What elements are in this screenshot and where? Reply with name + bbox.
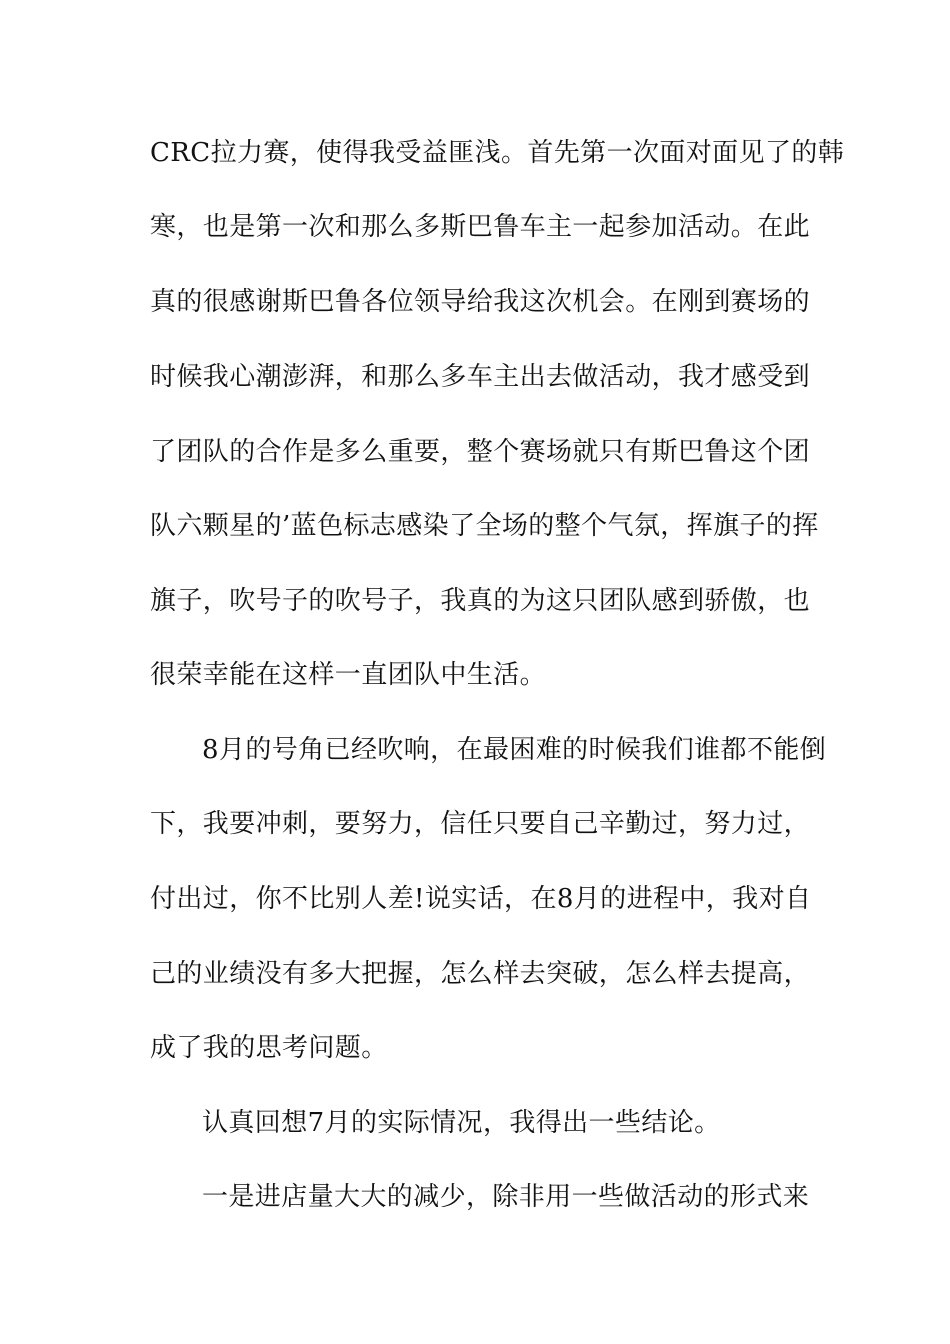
text-line: 下，我要冲刺，要努力，信任只要自己辛勤过，努力过， xyxy=(150,809,811,839)
text-line: 真的很感谢斯巴鲁各位领导给我这次机会。在刚到赛场的 xyxy=(150,287,811,317)
paragraph-first-line: 8月的号角已经吹响，在最困难的时候我们谁都不能倒 xyxy=(202,735,827,765)
text-line: 很荣幸能在这样一直团队中生活。 xyxy=(150,660,547,690)
text-line: CRC拉力赛，使得我受益匪浅。首先第一次面对面见了的韩 xyxy=(150,138,845,168)
text-line: 队六颗星的’蓝色标志感染了全场的整个气氛，挥旗子的挥 xyxy=(150,511,819,541)
text-line: 寒，也是第一次和那么多斯巴鲁车主一起参加活动。在此 xyxy=(150,212,811,242)
text-line: 旗子，吹号子的吹号子，我真的为这只团队感到骄傲，也 xyxy=(150,586,811,616)
text-line: 付出过，你不比别人差!说实话，在8月的进程中，我对自 xyxy=(150,884,812,914)
text-line: 成了我的思考问题。 xyxy=(150,1033,388,1063)
paragraph-first-line: 一是进店量大大的减少，除非用一些做活动的形式来 xyxy=(202,1182,810,1212)
text-line: 了团队的合作是多么重要，整个赛场就只有斯巴鲁这个团 xyxy=(150,437,811,467)
paragraph-first-line: 认真回想7月的实际情况，我得出一些结论。 xyxy=(202,1108,721,1138)
text-line: 时候我心潮澎湃，和那么多车主出去做活动，我才感受到 xyxy=(150,362,811,392)
text-line: 己的业绩没有多大把握，怎么样去突破，怎么样去提高， xyxy=(150,959,811,989)
